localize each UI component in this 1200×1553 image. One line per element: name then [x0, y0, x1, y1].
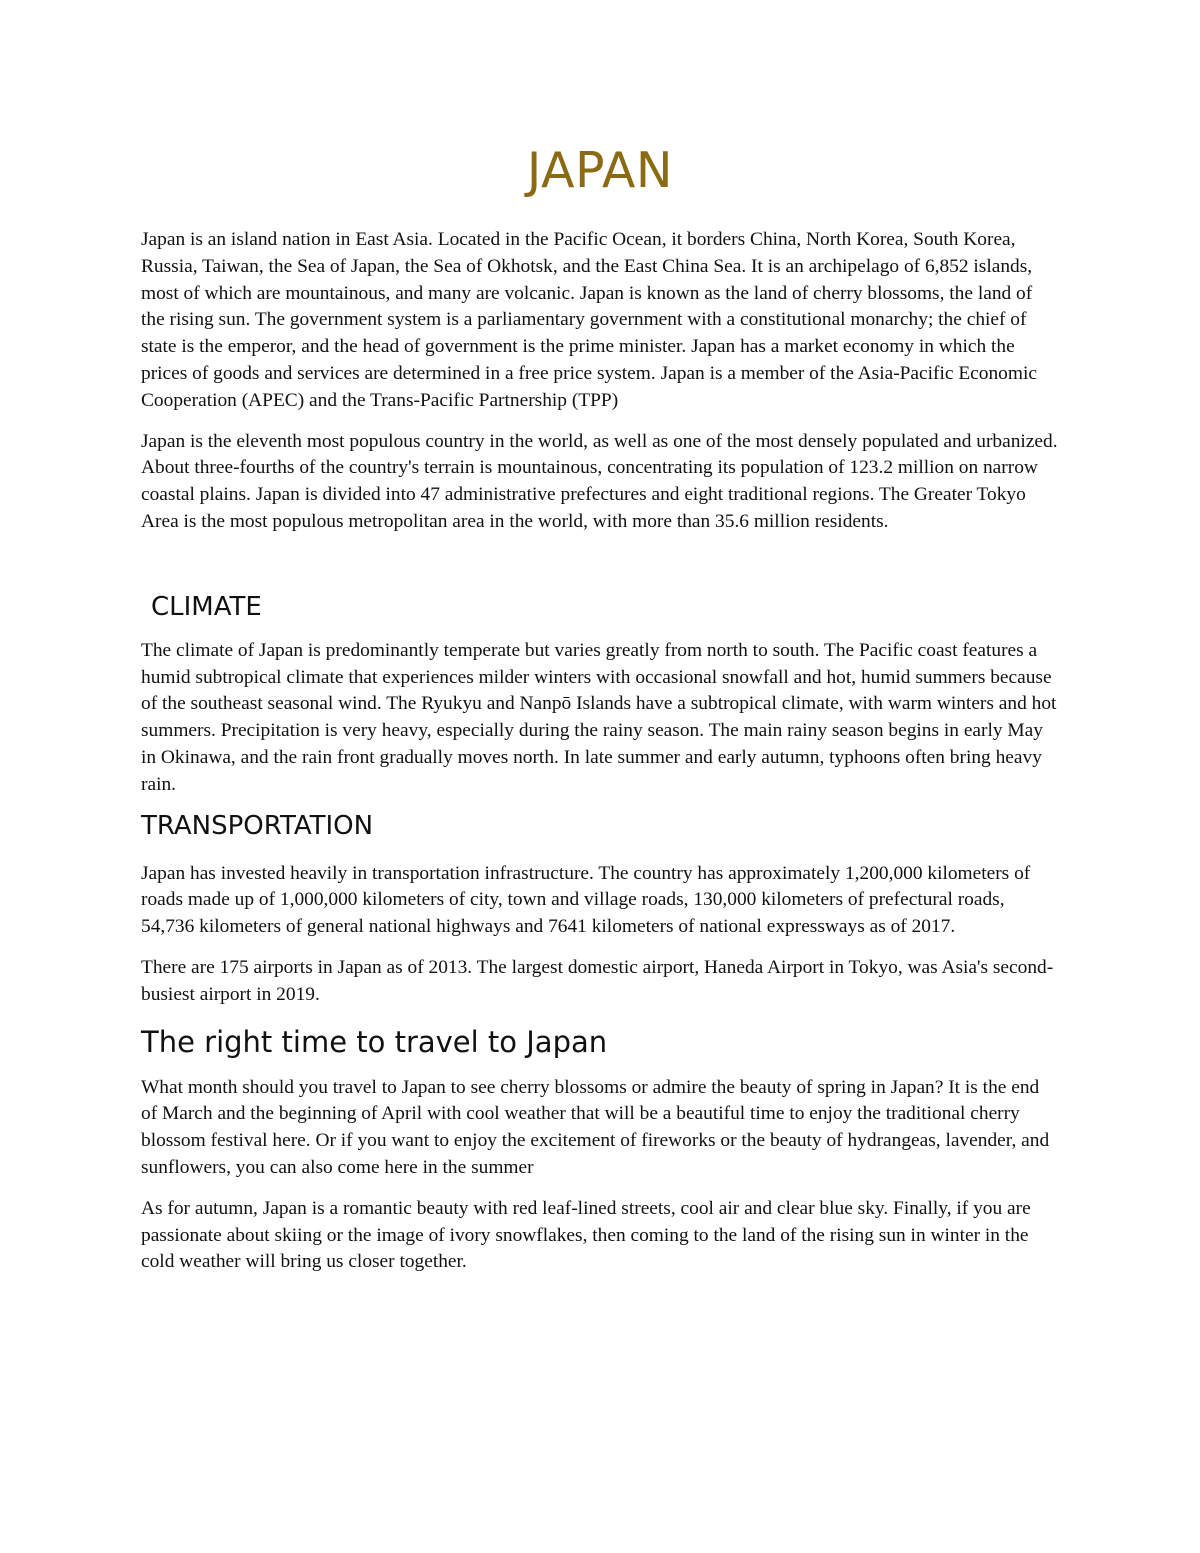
climate-heading: CLIMATE [151, 591, 262, 622]
intro-paragraph-2: Japan is the eleventh most populous country in the world, as well as one of the most densely populated and urbanized. About three-fourths of the country's terrain is mountainous, concentrating its population of 123.2 million on narrow coastal plains. Japan is divided into 47 administrative prefectures and eight traditional regions. The Greater Tokyo Area is the most populous metropolitan area in the world, with more than 35.6 million residents. [141, 430, 1058, 532]
transportation-paragraph-2: There are 175 airports in Japan as of 2013. The largest domestic airport, Haneda Airport in Tokyo, was Asia's second-busiest airport in 2019. [141, 956, 1054, 1005]
travel-paragraph-1: What month should you travel to Japan to see cherry blossoms or admire the beauty of spring in Japan? It is the end of March and the beginning of April with cool weather that will be a beautiful time to enjoy the traditional cherry blossom festival here. Or if you want to enjoy the excitement of fireworks or the beauty of hydrangeas, lavender, and sunflowers, you can also come here in the summer [141, 1076, 1050, 1178]
transportation-heading: TRANSPORTATION [141, 810, 374, 841]
document-title: JAPAN [526, 142, 674, 199]
document-body [141, 138, 1059, 1276]
climate-paragraph: The climate of Japan is predominantly temperate but varies greatly from north to south. The Pacific coast features a humid subtropical climate that experiences milder winters with occasional snowfall and hot, humid summers because of the southeast seasonal wind. The Ryukyu and Nanpō Islands have a subtropical climate, with warm winters and hot summers. Precipitation is very heavy, especially during the rainy season. The main rainy season begins in early May in Okinawa, and the rain front gradually moves north. In late summer and early autumn, typhoons often bring heavy rain. [141, 639, 1057, 795]
intro-paragraph-1: Japan is an island nation in East Asia. Located in the Pacific Ocean, it borders China, North Korea, South Korea, Russia, Taiwan, the Sea of Japan, the Sea of Okhotsk, and the East China Sea. It is an archipelago of 6,852 islands, most of which are mountainous, and many are volcanic. Japan is known as the land of cherry blossoms, the land of the rising sun. The government system is a parliamentary government with a constitutional monarchy; the chief of state is the emperor, and the head of government is the prime minister. Japan has a market economy in which the prices of goods and services are determined in a free price system. Japan is a member of the Asia-Pacific Economic Cooperation (APEC) and the Trans-Pacific Partnership (TPP) [141, 229, 1037, 411]
transportation-paragraph-1: Japan has invested heavily in transportation infrastructure. The country has approximately 1,200,000 kilometers of roads made up of 1,000,000 kilometers of city, town and village roads, 130,000 kilometers of prefectural roads, 54,736 kilometers of general national highways and 7641 kilometers of national expressways as of 2017. [141, 862, 1031, 938]
travel-heading: The right time to travel to Japan [141, 1024, 608, 1059]
travel-paragraph-2: As for autumn, Japan is a romantic beauty with red leaf-lined streets, cool air and clear blue sky. Finally, if you are passionate about skiing or the image of ivory snowflakes, then coming to the land of the rising sun in winter in the cold weather will bring us closer together. [141, 1197, 1031, 1273]
